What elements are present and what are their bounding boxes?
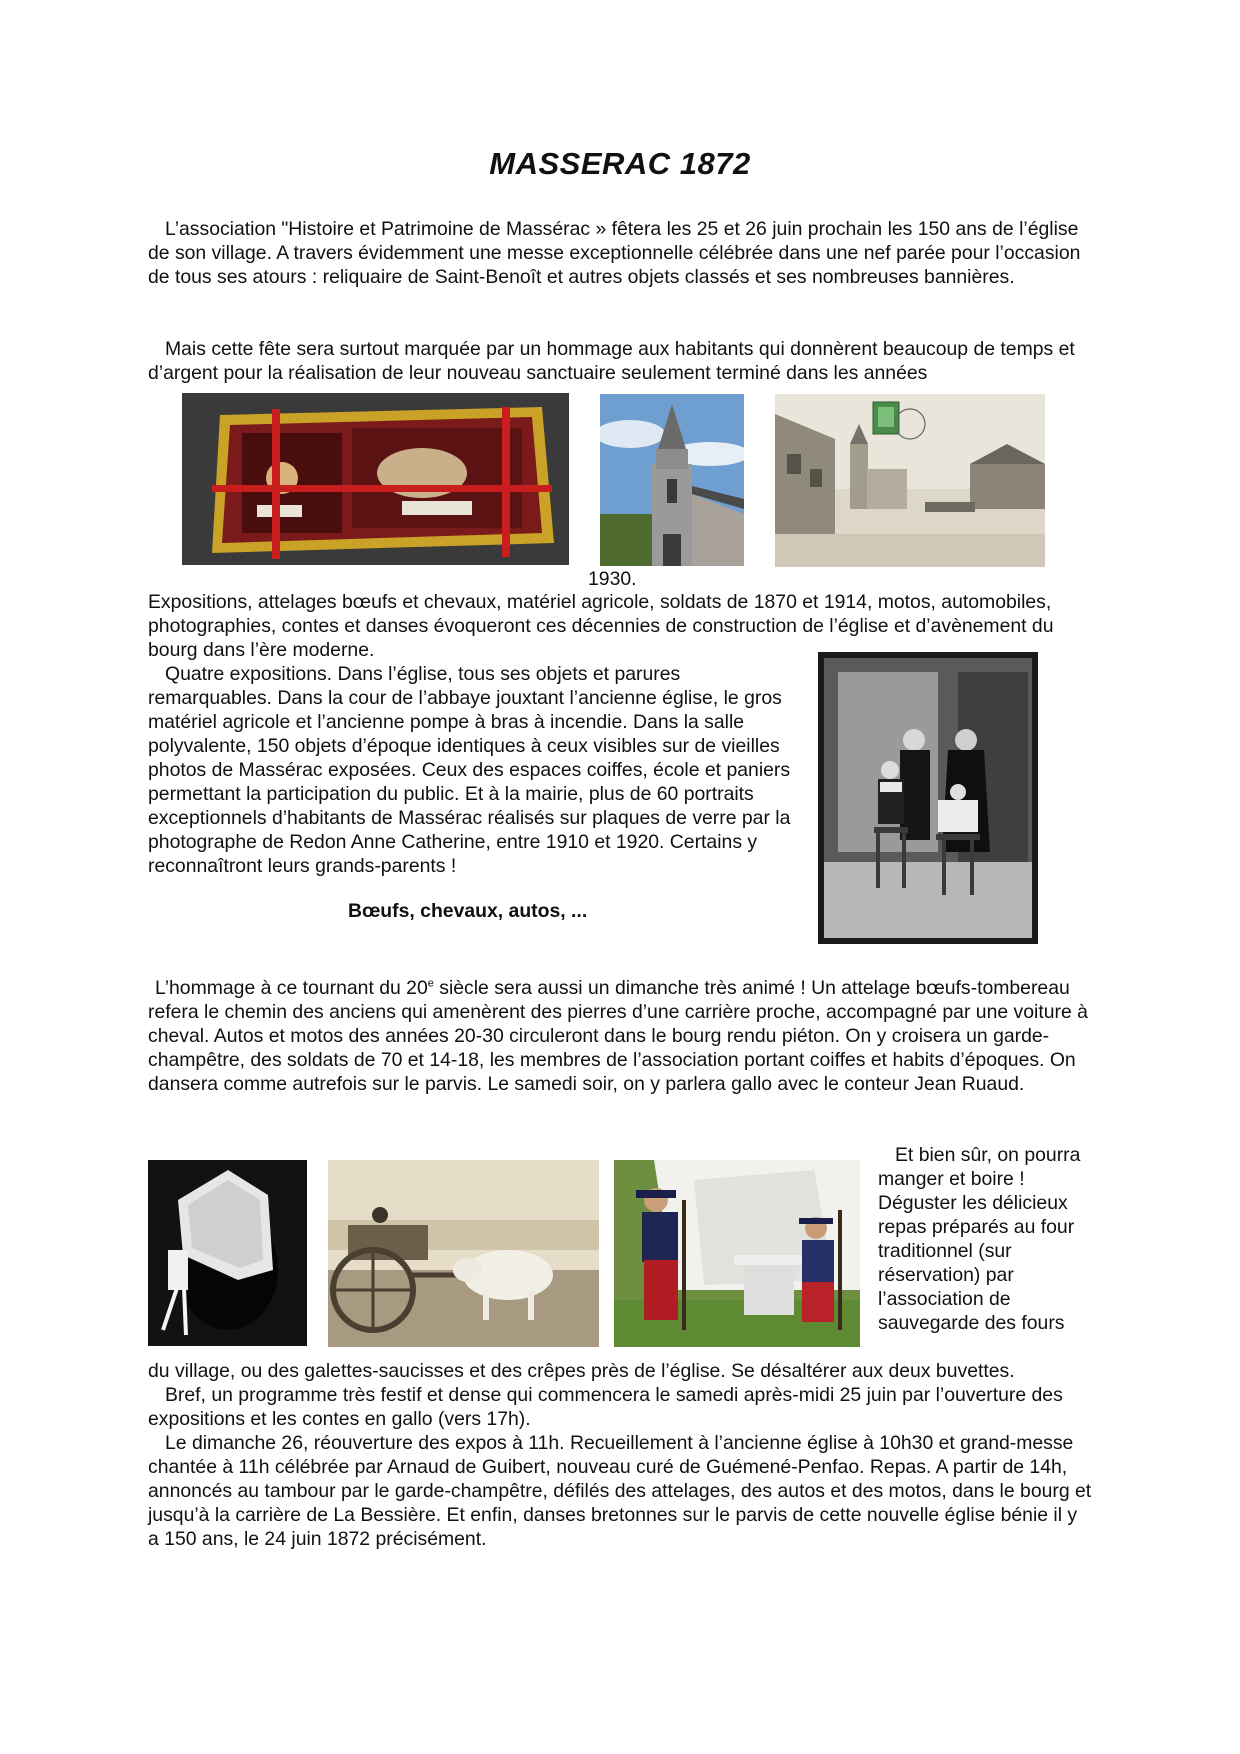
paragraph-program: Bref, un programme très festif et dense qui commencera le samedi après-midi 25 juin par l’ouverture des expositions et les contes en gallo (vers 17h). bbox=[148, 1384, 1063, 1430]
subheading: Bœufs, chevaux, autos, ... bbox=[348, 900, 588, 922]
paragraph-tribute: Mais cette fête sera surtout marquée par un hommage aux habitants qui donnèrent beaucoup de temps et d’argent pour la réalisation de leur nouveau sanctuaire seulement terminé dans les années bbox=[148, 338, 1075, 384]
para5-rest: siècle sera aussi un dimanche très animé ! Un attelage bœufs-tombereau refera le chemin des anciens qui amenèrent des pierres d’une carrière proche, accompagné par une voiture à cheval. Autos et motos des années 20-30 circuleront dans le bourg rendu piéton. On y croisera un garde-champêtre, des soldats de 70 et 14-18, les membres de l’association portant coiffes et habits d’époques. On dansera comme autrefois sur le parvis. Le samedi soir, on y parlera gallo avec le conteur Jean Ruaud. bbox=[148, 977, 1088, 1095]
para5-start: L’hommage à ce tournant du 20 bbox=[155, 977, 428, 999]
paragraph-four-exhibitions: Quatre expositions. Dans l’église, tous ses objets et parures remarquables. Dans la cour de l’abbaye jouxtant l’ancienne église, le gros matériel agricole et l’ancienne pompe à bras à incendie. Dans la salle polyvalente, 150 objets d’époque identiques à ceux visibles sur de vieilles photos de Massérac exposées. Ceux des espaces coiffes, école et paniers permettant la participation du public. Et à la mairie, plus de 60 portraits exceptionnels d’habitants de Massérac réalisés sur plaques de verre par la photographe de Redon Anne Catherine, entre 1910 et 1920. Certains y reconnaîtront leurs grands-parents ! bbox=[148, 663, 791, 877]
paragraph-food-side: Et bien sûr, on pourra manger et boire ! Déguster les délicieux repas préparés au four traditionnel (sur réservation) par l’association de sauvegarde des fours bbox=[878, 1144, 1081, 1334]
ox-cart-photo bbox=[328, 1160, 599, 1347]
page-title: MASSERAC 1872 bbox=[489, 146, 751, 181]
coiffe-photo bbox=[148, 1160, 307, 1346]
family-portrait-photo bbox=[818, 652, 1038, 944]
year-1930: 1930. bbox=[588, 568, 637, 590]
intro-paragraph: L’association "Histoire et Patrimoine de Massérac » fêtera les 25 et 26 juin prochain les 150 ans de l’église de son village. A travers évidemment une messe exceptionnelle célébrée dans une nef parée pour l’occasion de tous ses atours : reliquaire de Saint-Benoît et autres objets classés et ses nombreuses bannières. bbox=[148, 218, 1081, 288]
old-postcard-photo bbox=[775, 394, 1045, 567]
paragraph-sunday bbox=[148, 976, 1093, 1096]
soldiers-photo bbox=[614, 1160, 860, 1347]
paragraph-food-continued: du village, ou des galettes-saucisses et des crêpes près de l’église. Se désaltérer aux deux buvettes. bbox=[148, 1360, 1015, 1382]
church-photo bbox=[600, 394, 744, 566]
paragraph-exhibits-overview: Expositions, attelages bœufs et chevaux, matériel agricole, soldats de 1870 et 1914, motos, automobiles, photographies, contes et danses évoqueront ces décennies de construction de l’église et d’avènement du bourg dans l’ère moderne. bbox=[148, 591, 1054, 661]
reliquary-photo bbox=[182, 393, 569, 565]
para5-superscript: e bbox=[427, 977, 434, 990]
paragraph-sunday-schedule: Le dimanche 26, réouverture des expos à 11h. Recueillement à l’ancienne église à 10h30 et grand-messe chantée à 11h célébrée par Arnaud de Guibert, nouveau curé de Guémené-Penfao. Repas. A partir de 14h, annoncés au tambour par le garde-champêtre, défilés des attelages, des autos et des motos, dans le bourg et jusqu’à la carrière de La Bessière. Et enfin, danses bretonnes sur le parvis de cette nouvelle église bénie il y a 150 ans, le 24 juin 1872 précisément. bbox=[148, 1432, 1092, 1550]
